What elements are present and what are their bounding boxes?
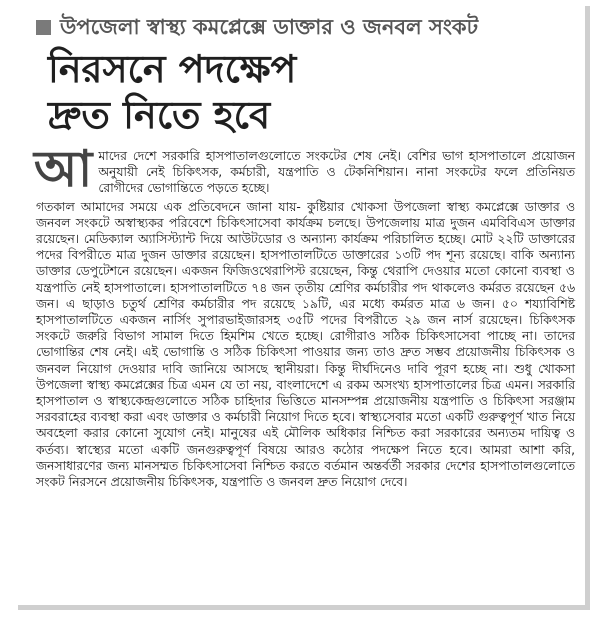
headline bbox=[48, 46, 575, 138]
body-paragraph: গতকাল আমাদের সময়ে এক প্রতিবেদনে জানা যায়- কুষ্টিয়ার খোকসা উপজেলা স্বাস্থ্য কমপ্লেক্সে ডাক্তার ও জনবল সংকটে অস্বাস্থ্যকর পরিবেশে চিকিৎসাসেবা কার্যক্রম চলছে। উপজেলায় মাত্র দুজন এমবিবিএস ডাক্তার রয়েছেন। মেডিক্যাল অ্যাসিস্ট্যান্ট দিয়ে আউটডোর ও অন্যান্য কার্যক্রম পরিচালিত হচ্ছে। মোট ২২টি ডাক্তারের পদের বিপরীতে মাত্র দুজন ডাক্তার রয়েছেন। হাসপাতালটিতে ডাক্তারের ১৩টি পদ শূন্য রয়েছে। বাকি অন্যান্য ডাক্তার ডেপুটেশনে রয়েছেন। একজন ফিজিওথেরাপিস্ট রয়েছেন, কিন্তু থেরাপি দেওয়ার মতো কোনো ব্যবস্থা ও যন্ত্রপাতি নেই হাসপাতালে। হাসপাতালটিতে ৭৪ জন তৃতীয় শ্রেণির কর্মচারীর পদ থাকলেও কর্মরত রয়েছেন ৫৬ জন। এ ছাড়াও চতুর্থ শ্রেণির কর্মচারীর পদ রয়েছে ১৯টি, এর মধ্যে কর্মরত মাত্র ৬ জন। ৫০ শয্যাবিশিষ্ট হাসপাতালটিতে একজন নার্সিং সুপারভাইজারসহ ৩৫টি পদের বিপরীতে ২৯ জন নার্স রয়েছেন। চিকিৎসক সংকটে জরুরি বিভাগ সামাল দিতে হিমশিম খেতে হচ্ছে। রোগীরাও সঠিক চিকিৎসাসেবা পাচ্ছে না। তাদের ভোগান্তির শেষ নেই। এই ভোগান্তি ও সঠিক চিকিৎসা পাওয়ার জন্য তাও দ্রুত সম্ভব প্রয়োজনীয় চিকিৎসক ও জনবল নিয়োগ দেওয়ার দাবি জানিয়ে আসছে স্থানীয়রা। কিন্তু দীর্ঘদিনেও দাবি পূরণ হচ্ছে না। শুধু খোকসা উপজেলা স্বাস্থ্য কমপ্লেক্সের চিত্র এমন যে তা নয়, বাংলাদেশে এ রকম অসংখ্য হাসপাতালের চিত্র এমন। সরকারি হাসপাতাল ও স্বাস্থ্যকেন্দ্রগুলোতে সঠিক চাহিদার ভিত্তিতে মানসম্পন্ন প্রয়োজনীয় যন্ত্রপাতি ও চিকিৎসা সরঞ্জাম সরবরাহের ব্যবস্থা করা এবং ডাক্তার ও কর্মচারী নিয়োগ দিতে হবে। স্বাস্থ্যসেবার মতো একটি গুরুত্বপূর্ণ খাত নিয়ে অবহেলা করার কোনো সুযোগ নেই। মানুষের এই মৌলিক অধিকার নিশ্চিত করা সরকারের অন্যতম দায়িত্ব ও কর্তব্য। স্বাস্থ্যের মতো একটি জনগুরুত্বপূর্ণ বিষয়ে আরও কঠোর পদক্ষেপ নিতে হবে। আমরা আশা করি, জনসাধারণের জন্য মানসম্মত চিকিৎসাসেবা নিশ্চিত করতে বর্তমান অন্তর্বর্তী সরকার দেশের হাসপাতালগুলোতে সংকট নিরসনে প্রয়োজনীয় চিকিৎসক, যন্ত্রপাতি ও জনবল দ্রুত নিয়োগ দেবে। bbox=[36, 199, 575, 490]
drop-cap: আ bbox=[34, 140, 93, 198]
editorial-clipping bbox=[18, 6, 590, 610]
kicker bbox=[36, 14, 575, 40]
headline-line-1: নিরসনে পদক্ষেপ bbox=[48, 47, 297, 91]
lead-text: মাদের দেশে সরকারি হাসপাতালগুলোতে সংকটের শেষ নেই। বেশির ভাগ হাসপাতালে প্রয়োজন অনুযায়ী নেই চিকিৎসক, কর্মচারী, যন্ত্রপাতি ও টেকনিশিয়ান। নানা সংকটের ফলে প্রতিনিয়ত রোগীদের ভোগান্তিতে পড়তে হচ্ছে। bbox=[98, 149, 575, 196]
lead-paragraph bbox=[34, 140, 575, 198]
square-bullet-icon bbox=[36, 20, 51, 35]
kicker-text: উপজেলা স্বাস্থ্য কমপ্লেক্সে ডাক্তার ও জনবল সংকট bbox=[60, 15, 479, 39]
headline-line-2: দ্রুত নিতে হবে bbox=[48, 93, 271, 137]
